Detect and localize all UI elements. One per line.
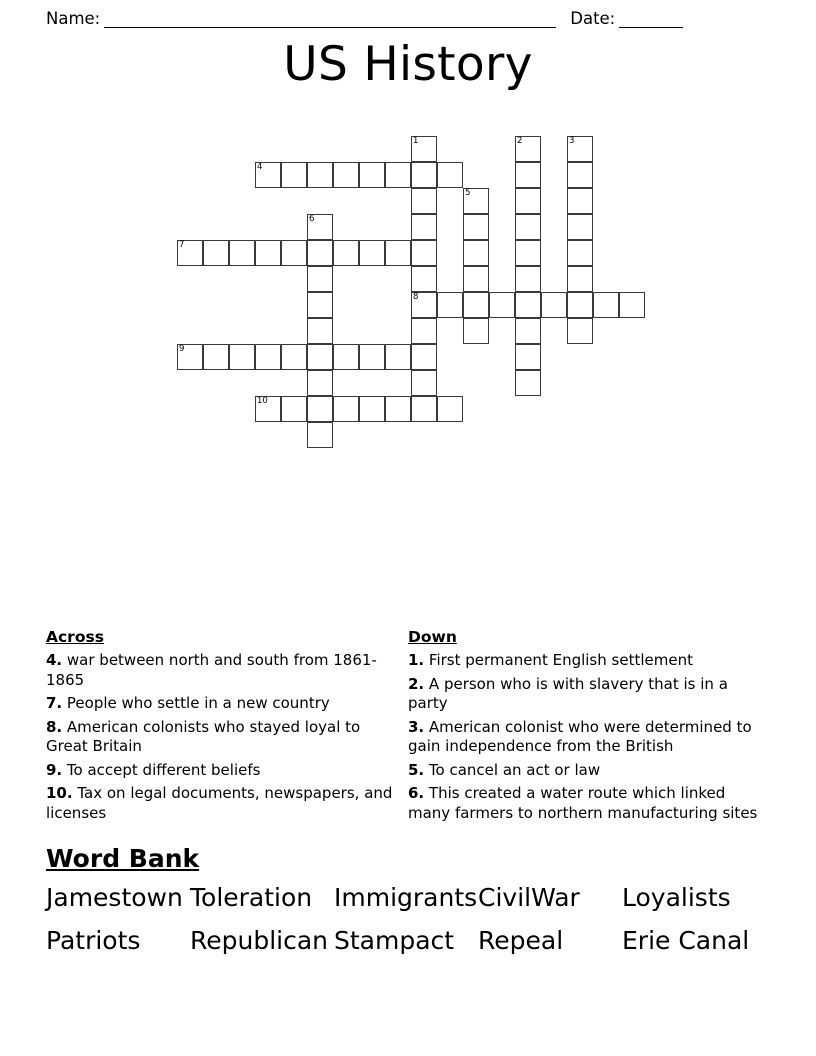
crossword-cell[interactable] bbox=[411, 370, 437, 396]
clue-text: A person who is with slavery that is in a party bbox=[408, 674, 728, 712]
crossword-cell[interactable] bbox=[385, 162, 411, 188]
crossword-cell[interactable] bbox=[437, 396, 463, 422]
crossword-cell[interactable] bbox=[463, 266, 489, 292]
word-bank-section bbox=[46, 843, 770, 959]
crossword-cell[interactable] bbox=[359, 240, 385, 266]
crossword-cell[interactable] bbox=[307, 422, 333, 448]
crossword-cell[interactable] bbox=[307, 266, 333, 292]
word-bank-word: Patriots bbox=[46, 926, 141, 955]
crossword-cell[interactable] bbox=[255, 396, 281, 422]
crossword-cell[interactable] bbox=[619, 292, 645, 318]
crossword-cell[interactable] bbox=[411, 396, 437, 422]
crossword-cell[interactable] bbox=[593, 292, 619, 318]
clue-number: 7. bbox=[46, 694, 63, 712]
clues-section bbox=[46, 628, 770, 827]
crossword-clue-number: 3 bbox=[569, 136, 575, 146]
clue-text: To cancel an act or law bbox=[424, 760, 601, 779]
across-heading: Across bbox=[46, 628, 104, 646]
crossword-cell[interactable] bbox=[567, 136, 593, 162]
crossword-cell[interactable] bbox=[359, 396, 385, 422]
crossword-cell[interactable] bbox=[229, 344, 255, 370]
clue-across-10 bbox=[46, 784, 394, 823]
clue-text: This created a water route which linked many farmers to northern manufacturing sites bbox=[408, 784, 758, 822]
crossword-cell[interactable] bbox=[515, 370, 541, 396]
clue-across-9 bbox=[46, 761, 394, 781]
crossword-cell[interactable] bbox=[411, 136, 437, 162]
clue-text: First permanent English settlement bbox=[424, 651, 693, 669]
word-bank-word: Erie Canal bbox=[622, 926, 750, 955]
crossword-cell[interactable] bbox=[567, 188, 593, 214]
crossword-clue-number: 8 bbox=[413, 292, 419, 302]
word-bank-list bbox=[46, 879, 770, 959]
crossword-cell[interactable] bbox=[463, 318, 489, 344]
crossword-cell[interactable] bbox=[177, 240, 203, 266]
down-heading: Down bbox=[408, 628, 457, 646]
crossword-cell[interactable] bbox=[281, 344, 307, 370]
word-bank-word: Stampact bbox=[334, 926, 455, 955]
crossword-cell[interactable] bbox=[463, 188, 489, 214]
crossword-cell[interactable] bbox=[385, 344, 411, 370]
clue-text: People who settle in a new country bbox=[62, 694, 330, 712]
clue-down-1 bbox=[408, 651, 770, 671]
crossword-cell[interactable] bbox=[307, 396, 333, 422]
down-clue-list bbox=[408, 651, 770, 823]
crossword-cell[interactable] bbox=[229, 240, 255, 266]
across-clue-list bbox=[46, 651, 394, 823]
down-clues-column bbox=[408, 628, 770, 827]
crossword-cell[interactable] bbox=[515, 266, 541, 292]
word-bank-word: CivilWar bbox=[478, 883, 580, 912]
word-bank-word: Republican bbox=[190, 926, 329, 955]
crossword-cell[interactable] bbox=[463, 240, 489, 266]
crossword-cell[interactable] bbox=[333, 162, 359, 188]
clue-down-6 bbox=[408, 784, 770, 823]
crossword-cell[interactable] bbox=[385, 396, 411, 422]
crossword-cell[interactable] bbox=[411, 344, 437, 370]
crossword-clue-number: 6 bbox=[309, 214, 315, 224]
crossword-cell[interactable] bbox=[411, 292, 437, 318]
crossword-cell[interactable] bbox=[307, 214, 333, 240]
crossword-cell[interactable] bbox=[281, 396, 307, 422]
word-bank-word: Jamestown bbox=[46, 883, 183, 912]
clue-number: 10. bbox=[46, 784, 73, 802]
crossword-cell[interactable] bbox=[411, 318, 437, 344]
clue-down-5 bbox=[408, 761, 770, 781]
clue-text: war between north and south from 1861-1865 bbox=[46, 651, 377, 689]
crossword-cell[interactable] bbox=[515, 188, 541, 214]
crossword-cell[interactable] bbox=[307, 370, 333, 396]
clue-text: American colonist who were determined to gain independence from the British bbox=[408, 717, 752, 755]
crossword-cell[interactable] bbox=[515, 214, 541, 240]
crossword-cell[interactable] bbox=[567, 292, 593, 318]
clue-number: 3. bbox=[408, 717, 425, 736]
crossword-cell[interactable] bbox=[567, 162, 593, 188]
crossword-cell[interactable] bbox=[411, 266, 437, 292]
crossword-cell[interactable] bbox=[359, 344, 385, 370]
crossword-cell[interactable] bbox=[281, 240, 307, 266]
clue-number: 5. bbox=[408, 760, 425, 779]
crossword-cell[interactable] bbox=[307, 292, 333, 318]
crossword-cell[interactable] bbox=[515, 344, 541, 370]
crossword-cell[interactable] bbox=[255, 240, 281, 266]
crossword-cell[interactable] bbox=[385, 240, 411, 266]
crossword-cell[interactable] bbox=[515, 162, 541, 188]
crossword-cell[interactable] bbox=[515, 318, 541, 344]
crossword-clue-number: 9 bbox=[179, 344, 185, 354]
clue-text: To accept different beliefs bbox=[62, 760, 261, 779]
word-bank-word: Repeal bbox=[478, 926, 564, 955]
clue-number: 4. bbox=[46, 651, 63, 669]
crossword-clue-number: 4 bbox=[257, 162, 263, 172]
crossword-clue-number: 7 bbox=[179, 240, 185, 250]
crossword-cell[interactable] bbox=[307, 240, 333, 266]
crossword-cell[interactable] bbox=[333, 240, 359, 266]
clue-down-3 bbox=[408, 718, 770, 757]
crossword-cell[interactable] bbox=[203, 240, 229, 266]
crossword-cell[interactable] bbox=[411, 188, 437, 214]
crossword-clue-number: 1 bbox=[413, 136, 419, 146]
crossword-cell[interactable] bbox=[203, 344, 229, 370]
crossword-cell[interactable] bbox=[463, 292, 489, 318]
crossword-cell[interactable] bbox=[333, 396, 359, 422]
crossword-clue-number: 5 bbox=[465, 188, 471, 198]
word-bank-heading: Word Bank bbox=[46, 844, 200, 873]
clue-number: 9. bbox=[46, 760, 63, 779]
crossword-cell[interactable] bbox=[411, 240, 437, 266]
crossword-cell[interactable] bbox=[515, 240, 541, 266]
clue-number: 8. bbox=[46, 717, 63, 736]
word-bank-word: Toleration bbox=[190, 883, 313, 912]
crossword-clue-number: 10 bbox=[257, 396, 268, 406]
crossword-cell[interactable] bbox=[333, 344, 359, 370]
crossword-cell[interactable] bbox=[567, 240, 593, 266]
across-clues-column bbox=[46, 628, 408, 827]
crossword-cell[interactable] bbox=[463, 214, 489, 240]
crossword-cell[interactable] bbox=[307, 162, 333, 188]
crossword-cell[interactable] bbox=[515, 292, 541, 318]
clue-down-2 bbox=[408, 675, 770, 714]
page-title: US History bbox=[283, 37, 533, 92]
name-label: Name: bbox=[46, 9, 101, 28]
clue-across-4 bbox=[46, 651, 394, 690]
crossword-cell[interactable] bbox=[255, 162, 281, 188]
crossword-grid[interactable] bbox=[0, 0, 816, 480]
clue-across-8 bbox=[46, 718, 394, 757]
clue-number: 1. bbox=[408, 651, 425, 669]
clue-across-7 bbox=[46, 694, 394, 714]
crossword-cell[interactable] bbox=[567, 214, 593, 240]
crossword-cell[interactable] bbox=[307, 318, 333, 344]
crossword-cell[interactable] bbox=[255, 344, 281, 370]
crossword-cell[interactable] bbox=[515, 136, 541, 162]
date-label: Date: bbox=[570, 9, 616, 28]
crossword-cell[interactable] bbox=[281, 162, 307, 188]
crossword-cell[interactable] bbox=[489, 292, 515, 318]
clue-number: 2. bbox=[408, 674, 425, 693]
crossword-cell[interactable] bbox=[541, 292, 567, 318]
crossword-cell[interactable] bbox=[411, 214, 437, 240]
crossword-cell[interactable] bbox=[437, 292, 463, 318]
crossword-cell[interactable] bbox=[307, 344, 333, 370]
crossword-clue-number: 2 bbox=[517, 136, 523, 146]
clue-number: 6. bbox=[408, 784, 425, 802]
clue-text: Tax on legal documents, newspapers, and licenses bbox=[46, 784, 393, 822]
clue-text: American colonists who stayed loyal to Great Britain bbox=[46, 717, 361, 755]
crossword-cell[interactable] bbox=[411, 162, 437, 188]
crossword-cell[interactable] bbox=[359, 162, 385, 188]
crossword-cell[interactable] bbox=[177, 344, 203, 370]
crossword-cell[interactable] bbox=[437, 162, 463, 188]
crossword-cell[interactable] bbox=[567, 266, 593, 292]
word-bank-word: Immigrants bbox=[334, 883, 478, 912]
word-bank-word: Loyalists bbox=[622, 883, 731, 912]
crossword-cell[interactable] bbox=[567, 318, 593, 344]
